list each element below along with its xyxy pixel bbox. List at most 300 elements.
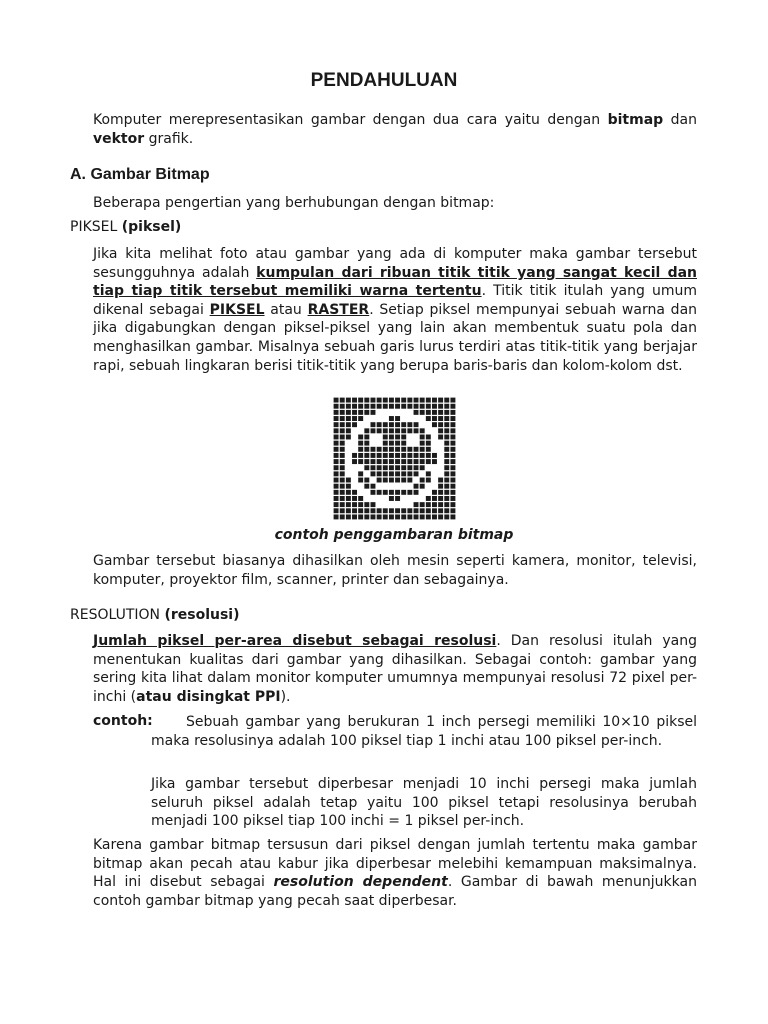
bitmap-pixel <box>358 410 363 415</box>
bitmap-pixel <box>438 428 443 433</box>
bitmap-pixel <box>377 441 382 446</box>
bitmap-pixel <box>358 435 363 440</box>
bitmap-pixel <box>450 416 455 421</box>
bitmap-pixel <box>358 398 363 403</box>
bitmap-pixel <box>377 410 382 415</box>
bitmap-pixel <box>426 398 431 403</box>
bitmap-pixel <box>352 502 357 507</box>
bitmap-pixel <box>352 441 357 446</box>
bitmap-pixel <box>432 404 437 409</box>
bitmap-pixel <box>334 484 339 489</box>
bitmap-pixel <box>438 471 443 476</box>
bitmap-pixel <box>383 404 388 409</box>
bitmap-pixel <box>432 410 437 415</box>
bitmap-pixel <box>371 398 376 403</box>
bitmap-pixel <box>340 459 345 464</box>
bitmap-pixel <box>432 398 437 403</box>
bitmap-pixel <box>371 502 376 507</box>
bitmap-pixel <box>364 465 369 470</box>
bitmap-pixel <box>334 410 339 415</box>
bitmap-pixel <box>426 502 431 507</box>
bitmap-pixel <box>401 404 406 409</box>
bitmap-pixel <box>358 490 363 495</box>
bitmap-pixel <box>407 410 412 415</box>
bitmap-pixel <box>444 428 449 433</box>
bitmap-pixel <box>334 459 339 464</box>
bitmap-pixel <box>352 471 357 476</box>
piksel-text: atau <box>264 301 308 318</box>
bitmap-pixel <box>414 502 419 507</box>
bitmap-pixel <box>371 416 376 421</box>
bitmap-pixel <box>395 398 400 403</box>
bitmap-pixel <box>395 404 400 409</box>
bitmap-pixel <box>432 465 437 470</box>
bitmap-pixel <box>364 490 369 495</box>
bitmap-pixel <box>450 508 455 513</box>
bitmap-pixel <box>358 478 363 483</box>
bitmap-pixel <box>420 422 425 427</box>
bitmap-pixel <box>407 398 412 403</box>
bitmap-pixel <box>450 484 455 489</box>
bitmap-pixel <box>432 459 437 464</box>
bitmap-pixel <box>383 428 388 433</box>
bitmap-pixel <box>364 471 369 476</box>
bitmap-pixel <box>407 478 412 483</box>
bitmap-pixel <box>371 435 376 440</box>
bitmap-pixel <box>346 422 351 427</box>
bitmap-pixel <box>444 471 449 476</box>
bitmap-pixel <box>383 502 388 507</box>
bitmap-pixel <box>389 428 394 433</box>
bitmap-pixel <box>420 428 425 433</box>
bitmap-pixel <box>450 496 455 501</box>
bitmap-pixel <box>340 465 345 470</box>
bitmap-pixel <box>364 398 369 403</box>
bitmap-pixel <box>444 478 449 483</box>
bitmap-pixel <box>346 453 351 458</box>
bitmap-pixel <box>340 435 345 440</box>
bitmap-pixel <box>407 459 412 464</box>
bitmap-pixel <box>444 502 449 507</box>
bitmap-pixel <box>389 484 394 489</box>
bitmap-pixel <box>358 471 363 476</box>
bitmap-pixel <box>450 514 455 519</box>
bitmap-pixel <box>438 508 443 513</box>
bitmap-pixel <box>389 447 394 452</box>
bitmap-pixel <box>364 441 369 446</box>
bitmap-pixel <box>420 447 425 452</box>
bitmap-pixel <box>377 508 382 513</box>
bitmap-pixel <box>444 465 449 470</box>
bitmap-pixel <box>340 471 345 476</box>
bitmap-pixel <box>334 496 339 501</box>
bitmap-smiley-svg <box>333 397 457 520</box>
bitmap-pixel <box>401 459 406 464</box>
bitmap-pixel <box>352 490 357 495</box>
resolution-text: . Dan resolusi itulah yang menentukan kualitas dari gambar yang dihasilkan. Sebagai contoh: gambar yang sering kita lihat dalam monitor komputer umumnya mempunyai resolusi 72 pixel per-inchi ( <box>93 633 697 705</box>
bitmap-pixel <box>420 404 425 409</box>
bitmap-pixel <box>358 459 363 464</box>
intro-paragraph <box>93 111 697 148</box>
bitmap-pixel <box>383 410 388 415</box>
bitmap-pixel <box>438 514 443 519</box>
piksel-text: . Setiap piksel mempunyai sebuah warna dan jika digabungkan dengan piksel-piksel yang lain akan membentuk suatu pola dan menghasilkan gambar. Misalnya sebuah garis lurus terdiri atas titik-titik yang berjajar rapi, sebuah lingkaran berisi titik-titik yang berupa baris-baris dan kolom-kolom dst. <box>93 301 698 374</box>
bitmap-pixel <box>414 514 419 519</box>
bitmap-pixel <box>371 441 376 446</box>
bitmap-pixel <box>426 435 431 440</box>
bitmap-pixel <box>358 447 363 452</box>
bitmap-background <box>333 397 457 520</box>
bitmap-pixel <box>371 514 376 519</box>
bitmap-pixel <box>383 496 388 501</box>
bitmap-pixel <box>377 453 382 458</box>
bitmap-pixel <box>407 514 412 519</box>
bitmap-pixel <box>346 428 351 433</box>
raster-term: RASTER <box>307 301 370 318</box>
bitmap-pixel <box>401 478 406 483</box>
bitmap-pixel <box>377 502 382 507</box>
bitmap-pixel <box>414 496 419 501</box>
bitmap-pixel <box>420 441 425 446</box>
bitmap-pixel <box>450 490 455 495</box>
page-title: PENDAHULUAN <box>310 70 458 91</box>
bitmap-pixel <box>407 447 412 452</box>
bitmap-pixel <box>352 422 357 427</box>
bitmap-pixel <box>371 459 376 464</box>
bitmap-pixel <box>371 428 376 433</box>
bitmap-pixel <box>420 508 425 513</box>
bitmap-pixel <box>358 453 363 458</box>
bitmap-pixel <box>334 416 339 421</box>
bitmap-pixel <box>352 508 357 513</box>
bitmap-pixel <box>426 478 431 483</box>
bitmap-pixel <box>401 416 406 421</box>
bitmap-pixel <box>426 471 431 476</box>
bitmap-pixel <box>432 478 437 483</box>
bitmap-pixel <box>383 465 388 470</box>
bitmap-pixel <box>450 422 455 427</box>
bitmap-pixel <box>407 490 412 495</box>
bitmap-pixel <box>414 465 419 470</box>
intro-text: Komputer merepresentasikan gambar dengan dua cara yaitu dengan <box>93 112 608 128</box>
bitmap-pixel <box>364 496 369 501</box>
bitmap-pixel <box>438 465 443 470</box>
bitmap-pixel <box>377 478 382 483</box>
bitmap-pixel <box>450 478 455 483</box>
bitmap-pixel <box>383 453 388 458</box>
bitmap-pixel <box>395 490 400 495</box>
bitmap-pixel <box>389 502 394 507</box>
bitmap-pixel <box>444 435 449 440</box>
bitmap-pixel <box>377 459 382 464</box>
bitmap-pixel <box>383 490 388 495</box>
bitmap-pixel <box>432 422 437 427</box>
bitmap-pixel <box>352 496 357 501</box>
bitmap-pixel <box>395 496 400 501</box>
bitmap-pixel <box>401 514 406 519</box>
bitmap-pixel <box>346 435 351 440</box>
bitmap-pixel <box>401 441 406 446</box>
bitmap-pixel <box>352 514 357 519</box>
bitmap-pixel <box>340 441 345 446</box>
bitmap-pixel <box>346 410 351 415</box>
bitmap-pixel <box>450 435 455 440</box>
bitmap-pixel <box>334 453 339 458</box>
bitmap-pixel <box>407 471 412 476</box>
bitmap-pixel <box>340 490 345 495</box>
bitmap-pixel <box>444 508 449 513</box>
bitmap-pixel <box>389 398 394 403</box>
bitmap-pixel <box>438 453 443 458</box>
bitmap-pixel <box>414 447 419 452</box>
bitmap-pixel <box>395 428 400 433</box>
bitmap-pixel <box>346 398 351 403</box>
bitmap-pixel <box>340 404 345 409</box>
bitmap-pixel <box>334 404 339 409</box>
bitmap-pixel <box>389 514 394 519</box>
bitmap-smiley-figure <box>333 397 457 520</box>
bitmap-pixel <box>346 465 351 470</box>
closing-text: Karena gambar bitmap tersusun dari piksel dengan jumlah tertentu maka gambar bitmap akan pecah atau kabur jika diperbesar melebihi kemampuan maksimalnya. Hal ini disebut sebagai <box>93 837 697 891</box>
bitmap-pixel <box>438 478 443 483</box>
bitmap-pixel <box>426 514 431 519</box>
bitmap-pixel <box>340 447 345 452</box>
bitmap-pixel <box>377 465 382 470</box>
bitmap-pixel <box>358 484 363 489</box>
bitmap-pixel <box>414 508 419 513</box>
bitmap-pixel <box>450 453 455 458</box>
bitmap-pixel <box>438 441 443 446</box>
example-label: contoh: <box>93 713 153 729</box>
bitmap-pixel <box>438 447 443 452</box>
bitmap-pixel <box>395 410 400 415</box>
bitmap-pixel <box>438 459 443 464</box>
bitmap-pixel <box>377 514 382 519</box>
bitmap-pixel <box>401 398 406 403</box>
bitmap-pixel <box>352 428 357 433</box>
bitmap-pixel <box>426 410 431 415</box>
bitmap-pixel <box>389 441 394 446</box>
bitmap-pixel <box>364 435 369 440</box>
bitmap-pixel <box>395 422 400 427</box>
piksel-heading <box>70 219 181 235</box>
bitmap-pixel <box>438 496 443 501</box>
resolution-paragraph <box>93 632 697 706</box>
bitmap-pixel <box>426 404 431 409</box>
bitmap-pixel <box>364 428 369 433</box>
bitmap-pixel <box>371 490 376 495</box>
resolution-underlined: Jumlah piksel per-area disebut sebagai resolusi <box>93 633 497 649</box>
bitmap-pixel <box>426 441 431 446</box>
bitmap-pixel <box>340 428 345 433</box>
bitmap-pixel <box>364 422 369 427</box>
bitmap-pixel <box>414 422 419 427</box>
bitmap-pixel <box>401 435 406 440</box>
bitmap-pixel <box>364 459 369 464</box>
bitmap-pixel <box>395 508 400 513</box>
bitmap-pixel <box>352 459 357 464</box>
figure-caption: contoh penggambaran bitmap <box>274 527 514 543</box>
bitmap-pixel <box>444 514 449 519</box>
bitmap-pixel <box>352 465 357 470</box>
bitmap-pixel <box>383 435 388 440</box>
resolution-heading-bold: (resolusi) <box>164 607 240 623</box>
bitmap-pixel <box>371 410 376 415</box>
bitmap-pixel <box>420 435 425 440</box>
bitmap-pixel <box>450 471 455 476</box>
bitmap-pixel <box>383 422 388 427</box>
bitmap-pixel <box>364 447 369 452</box>
bitmap-pixel <box>389 453 394 458</box>
bitmap-pixel <box>426 465 431 470</box>
bitmap-pixel <box>450 398 455 403</box>
bitmap-pixel <box>426 496 431 501</box>
bitmap-pixel <box>450 447 455 452</box>
bitmap-pixel <box>401 502 406 507</box>
bitmap-pixel <box>340 453 345 458</box>
bitmap-pixel <box>444 447 449 452</box>
bitmap-pixel <box>395 478 400 483</box>
bitmap-pixel <box>450 428 455 433</box>
bitmap-pixel <box>389 422 394 427</box>
bitmap-pixel <box>414 471 419 476</box>
ppi-bold: atau disingkat PPI <box>136 688 281 705</box>
bitmap-pixel <box>395 453 400 458</box>
bitmap-pixel <box>364 453 369 458</box>
bitmap-pixel <box>432 496 437 501</box>
bitmap-pixel <box>438 410 443 415</box>
bitmap-pixel <box>395 514 400 519</box>
bitmap-pixel <box>420 465 425 470</box>
section-a-heading: A. Gambar Bitmap <box>70 166 210 183</box>
bitmap-pixel <box>340 410 345 415</box>
bitmap-pixel <box>395 502 400 507</box>
bitmap-pixel <box>444 490 449 495</box>
bitmap-pixel <box>420 484 425 489</box>
bitmap-pixel <box>444 441 449 446</box>
bitmap-pixel <box>414 459 419 464</box>
bitmap-pixel <box>364 514 369 519</box>
bitmap-pixel <box>414 490 419 495</box>
bitmap-pixel <box>364 508 369 513</box>
bitmap-pixel <box>346 490 351 495</box>
bitmap-pixel <box>383 508 388 513</box>
bitmap-pixel <box>389 410 394 415</box>
closing-paragraph <box>93 836 697 910</box>
bitmap-pixel <box>420 490 425 495</box>
bitmap-pixel <box>334 398 339 403</box>
bitmap-pixel <box>401 465 406 470</box>
bitmap-pixel <box>407 435 412 440</box>
bitmap-pixel <box>334 490 339 495</box>
bitmap-pixel <box>450 465 455 470</box>
bitmap-pixel <box>432 435 437 440</box>
bitmap-pixel <box>358 441 363 446</box>
bitmap-pixel <box>340 478 345 483</box>
bitmap-pixel <box>371 453 376 458</box>
bitmap-pixel <box>401 447 406 452</box>
bitmap-pixel <box>426 416 431 421</box>
resolution-dependent-term: resolution dependent <box>273 874 448 891</box>
bitmap-pixel <box>395 465 400 470</box>
bitmap-pixel <box>346 441 351 446</box>
bitmap-pixel <box>352 410 357 415</box>
bitmap-pixel <box>334 428 339 433</box>
bitmap-pixel <box>395 447 400 452</box>
piksel-text: . Titik titik itulah yang umum dikenal sebagai <box>93 283 697 318</box>
bitmap-pixel <box>444 453 449 458</box>
bitmap-pixel <box>414 410 419 415</box>
bitmap-pixel <box>346 502 351 507</box>
bitmap-pixel <box>438 422 443 427</box>
bitmap-pixel <box>334 502 339 507</box>
example-2: Jika gambar tersebut diperbesar menjadi 10 inchi persegi maka jumlah seluruh piksel adalah tetap yaitu 100 piksel tetapi resolusinya berubah menjadi 100 piksel tiap 100 inchi = 1 piksel per-inch. <box>151 776 697 830</box>
bitmap-pixel <box>401 422 406 427</box>
bitmap-pixel <box>340 514 345 519</box>
bitmap-pixel <box>414 416 419 421</box>
bitmap-pixel <box>371 422 376 427</box>
bitmap-pixel <box>438 435 443 440</box>
bitmap-pixel <box>334 435 339 440</box>
bitmap-pixel <box>364 502 369 507</box>
bitmap-pixel <box>444 404 449 409</box>
bitmap-pixel <box>407 502 412 507</box>
bitmap-pixel <box>407 404 412 409</box>
bitmap-pixel <box>438 502 443 507</box>
bitmap-pixel <box>420 478 425 483</box>
bitmap-pixel <box>389 459 394 464</box>
bitmap-pixel <box>383 447 388 452</box>
bitmap-pixel <box>401 410 406 415</box>
bitmap-pixel <box>389 416 394 421</box>
bitmap-pixel <box>340 508 345 513</box>
bitmap-pixel <box>450 441 455 446</box>
bitmap-pixel <box>389 490 394 495</box>
bitmap-pixel <box>414 478 419 483</box>
bitmap-pixel <box>438 490 443 495</box>
bitmap-pixel <box>346 496 351 501</box>
bitmap-pixel <box>334 508 339 513</box>
intro-bold-bitmap: bitmap <box>607 112 664 128</box>
bitmap-pixel <box>334 447 339 452</box>
bitmap-pixel <box>377 496 382 501</box>
bitmap-pixel <box>334 465 339 470</box>
bitmap-pixel <box>407 453 412 458</box>
bitmap-pixel <box>432 441 437 446</box>
bitmap-pixel <box>358 465 363 470</box>
bitmap-pixel <box>371 465 376 470</box>
bitmap-pixel <box>383 459 388 464</box>
bitmap-pixel <box>432 447 437 452</box>
bitmap-pixel <box>346 478 351 483</box>
bitmap-pixel <box>389 478 394 483</box>
bitmap-pixel <box>352 478 357 483</box>
bitmap-pixel <box>438 398 443 403</box>
bitmap-pixel <box>420 459 425 464</box>
bitmap-pixel <box>352 484 357 489</box>
bitmap-pixel <box>334 471 339 476</box>
bitmap-pixel <box>346 484 351 489</box>
bitmap-pixel <box>371 496 376 501</box>
bitmap-pixel <box>444 398 449 403</box>
bitmap-pixel <box>389 496 394 501</box>
bitmap-pixel <box>401 453 406 458</box>
bitmap-pixel <box>444 422 449 427</box>
bitmap-pixel <box>364 404 369 409</box>
bitmap-pixel <box>340 422 345 427</box>
bitmap-pixel <box>358 496 363 501</box>
bitmap-pixel <box>395 441 400 446</box>
